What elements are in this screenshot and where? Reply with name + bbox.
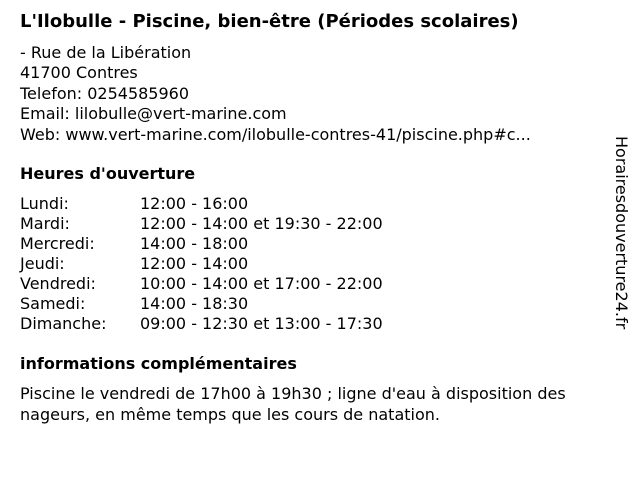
day-label: Dimanche:	[20, 314, 107, 333]
info-heading: informations complémentaires	[20, 354, 297, 373]
city-address: 41700 Contres	[20, 63, 138, 83]
page-title: L'Ilobulle - Piscine, bien-être (Périodes scolaires)	[20, 11, 519, 32]
day-label: Mercredi:	[20, 234, 95, 253]
hours-row-mardi	[20, 214, 383, 234]
hours-table	[20, 194, 383, 334]
day-label: Mardi:	[20, 214, 70, 233]
hours-row-vendredi	[20, 274, 383, 294]
watermark-text: Horairesdouverture24.fr	[612, 136, 631, 330]
time-range: 12:00 - 16:00	[140, 194, 249, 213]
day-label: Jeudi:	[20, 254, 65, 273]
address-block	[20, 43, 531, 145]
time-range: 14:00 - 18:00	[140, 234, 249, 253]
time-range: 14:00 - 18:30	[140, 294, 249, 313]
street-address: - Rue de la Libération	[20, 43, 192, 62]
day-label: Vendredi:	[20, 274, 96, 293]
day-label: Lundi:	[20, 194, 69, 213]
hours-heading: Heures d'ouverture	[20, 164, 196, 183]
email-address: Email: lilobulle@vert-marine.com	[20, 104, 287, 124]
hours-row-samedi	[20, 294, 383, 314]
phone-number: Telefon: 0254585960	[20, 83, 190, 103]
time-range: 12:00 - 14:00	[140, 254, 249, 273]
hours-row-jeudi	[20, 254, 383, 274]
hours-row-lundi	[20, 194, 383, 214]
hours-row-mercredi	[20, 234, 383, 254]
hours-row-dimanche	[20, 314, 383, 334]
time-range: 12:00 - 14:00 et 19:30 - 22:00	[140, 214, 383, 233]
website-url: Web: www.vert-marine.com/ilobulle-contres-41/piscine.php#c...	[20, 124, 531, 144]
day-label: Samedi:	[20, 294, 86, 313]
info-text: Piscine le vendredi de 17h00 à 19h30 ; ligne d'eau à disposition des nageurs, en même temps que les cours de natation.	[20, 384, 566, 424]
time-range: 10:00 - 14:00 et 17:00 - 22:00	[140, 274, 383, 293]
time-range: 09:00 - 12:30 et 13:00 - 17:30	[140, 314, 383, 333]
